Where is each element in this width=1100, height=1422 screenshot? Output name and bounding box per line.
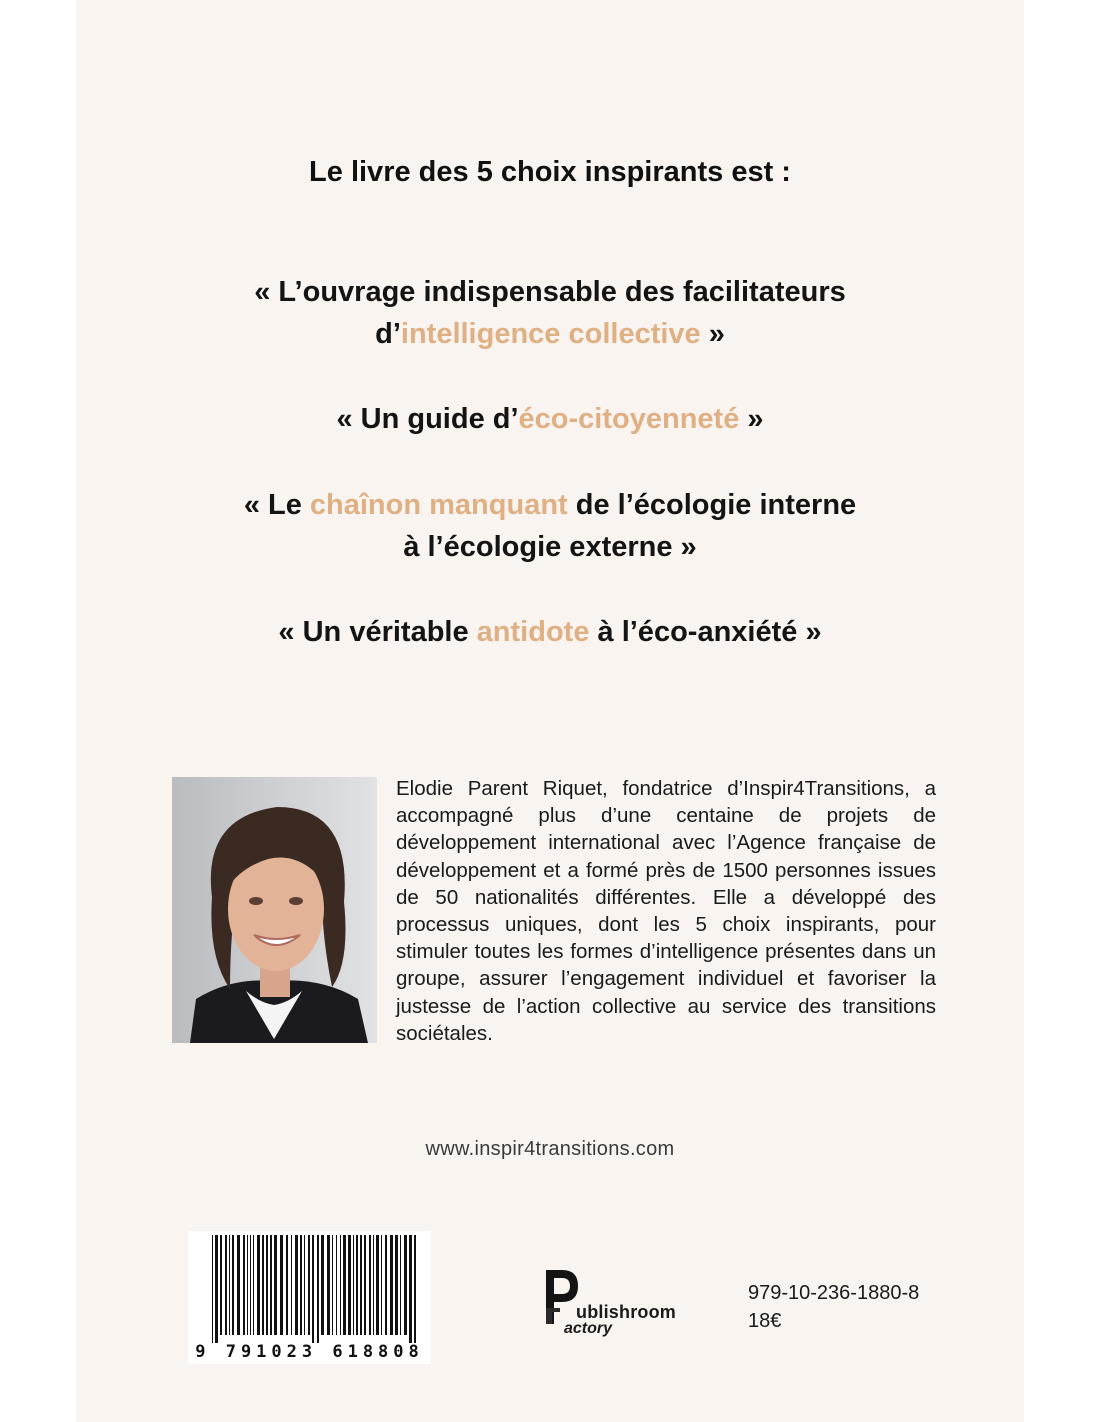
barcode-bar: [395, 1235, 398, 1335]
barcode-bar: [356, 1235, 358, 1335]
barcode-bar: [300, 1235, 302, 1335]
barcode-bars: [188, 1231, 431, 1343]
barcode-bar: [232, 1235, 234, 1335]
barcode-bar: [220, 1235, 222, 1335]
barcode-bar: [390, 1235, 393, 1335]
quote-line: à l’écologie externe »: [403, 531, 697, 563]
author-bio: Elodie Parent Riquet, fondatrice d’Inspir4Transitions, a accompagné plus d’une centaine de projets de développement international avec l’Agence française de développement et a formé près de 1500 personnes issues de 50 nationalités différentes. Elle a développé des processus uniques, dont les 5 choix inspirants, pour stimuler toutes les formes d’intelligence présentes dans un groupe, assurer l’engagement individuel et favoriser la justesse de l’action collective au service des transitions sociétales.: [396, 777, 936, 1045]
barcode-bar: [295, 1235, 298, 1335]
barcode-bar: [225, 1235, 227, 1335]
barcode-bar: [336, 1235, 337, 1335]
barcode-bar: [247, 1235, 248, 1335]
quote-1: [76, 271, 1024, 355]
quote-line: « Un guide d’éco-citoyenneté »: [336, 403, 764, 435]
barcode-bar: [286, 1235, 288, 1335]
barcode-bar: [360, 1235, 362, 1335]
website-link[interactable]: www.inspir4transitions.com: [425, 1138, 675, 1160]
quote-4: [76, 611, 1024, 653]
barcode-bar: [321, 1235, 324, 1335]
barcode-bar: [353, 1235, 354, 1335]
barcode-bar: [266, 1235, 268, 1335]
barcode-bar: [414, 1235, 416, 1343]
isbn-number: 979-10-236-1880-8: [748, 1282, 920, 1304]
author-photo: [172, 777, 377, 1043]
highlight-text: éco-citoyenneté: [518, 403, 740, 435]
barcode: [188, 1231, 431, 1364]
cover-heading: Le livre des 5 choix inspirants est :: [309, 156, 791, 188]
barcode-bar: [343, 1235, 346, 1335]
highlight-text: chaînon manquant: [309, 489, 568, 521]
barcode-bar: [381, 1235, 382, 1335]
barcode-bar: [257, 1235, 260, 1335]
highlight-text: antidote: [476, 616, 590, 648]
publisher-line2: actory: [564, 1320, 613, 1337]
barcode-bar: [262, 1235, 264, 1335]
barcode-bar: [280, 1235, 283, 1335]
barcode-bar: [409, 1235, 412, 1343]
barcode-bar: [229, 1235, 230, 1335]
author-portrait-illustration: [172, 777, 377, 1043]
quote-line: « L’ouvrage indispensable des facilitateurs: [254, 276, 846, 308]
barcode-bar: [312, 1235, 314, 1343]
barcode-bar: [376, 1235, 379, 1335]
barcode-bar: [291, 1235, 292, 1335]
barcode-bar: [332, 1235, 333, 1335]
barcode-bar: [364, 1235, 366, 1335]
barcode-bar: [304, 1235, 305, 1335]
quote-3: [76, 484, 1024, 568]
barcode-digits: 9 791023 618808: [195, 1342, 424, 1362]
isbn-block: [748, 1279, 919, 1335]
barcode-bar: [373, 1235, 374, 1335]
barcode-bar: [317, 1235, 319, 1343]
quote-line: « Un véritable antidote à l’éco-anxiété »: [278, 616, 822, 648]
barcode-bar: [404, 1235, 407, 1335]
barcode-bar: [340, 1235, 341, 1335]
highlight-text: intelligence collective: [400, 318, 701, 350]
quote-2: [76, 398, 1024, 440]
barcode-bar: [348, 1235, 351, 1335]
publisher-line1: ublishroom: [576, 1302, 676, 1322]
barcode-bar: [243, 1235, 245, 1335]
barcode-bar: [400, 1235, 401, 1335]
back-cover: [76, 0, 1024, 1422]
barcode-bar: [274, 1235, 277, 1335]
barcode-bar: [237, 1235, 240, 1335]
barcode-bar: [270, 1235, 272, 1335]
quote-line: « Le chaînon manquant de l’écologie interne: [243, 489, 857, 521]
publisher-logo: [542, 1268, 676, 1343]
price: 18€: [748, 1310, 782, 1332]
barcode-bar: [212, 1235, 213, 1343]
quote-line: d’intelligence collective »: [375, 318, 725, 350]
barcode-bar: [250, 1235, 251, 1335]
barcode-bar: [385, 1235, 387, 1335]
barcode-bar: [253, 1235, 254, 1335]
barcode-bar: [369, 1235, 371, 1335]
barcode-bar: [308, 1235, 310, 1335]
barcode-bar: [327, 1235, 330, 1335]
barcode-bar: [215, 1235, 218, 1343]
